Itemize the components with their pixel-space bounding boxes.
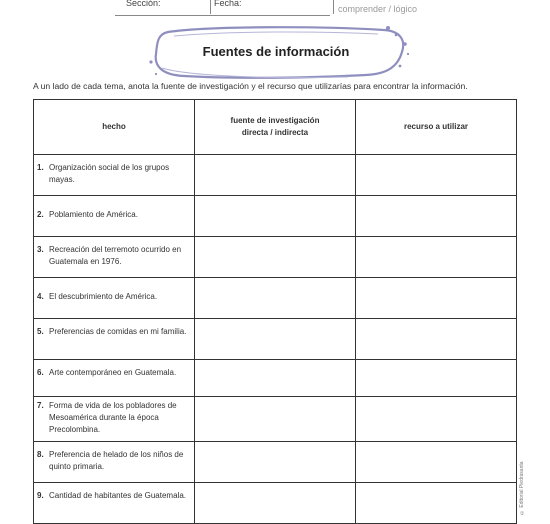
- fact-text: Cantidad de habitantes de Guatemala.: [49, 491, 186, 500]
- resource-answer-cell[interactable]: [356, 397, 517, 442]
- instructions-text: A un lado de cada tema, anota la fuente de investigación y el recurso que utilizarías para encontrar la información.: [33, 81, 468, 91]
- fact-cell: [34, 155, 195, 196]
- fact-cell: [34, 442, 195, 483]
- source-answer-cell[interactable]: [195, 196, 356, 237]
- header-divider: [333, 0, 334, 14]
- header-divider: [210, 0, 211, 14]
- fact-text: El descubrimiento de América.: [49, 292, 158, 301]
- header-recurso: recurso a utilizar: [356, 100, 517, 155]
- resource-answer-cell[interactable]: [356, 196, 517, 237]
- copyright-text: © Editorial Piedrasanta: [519, 461, 525, 515]
- row-number: 4.: [37, 292, 44, 301]
- resource-answer-cell[interactable]: [356, 442, 517, 483]
- row-number: 9.: [37, 491, 44, 500]
- source-answer-cell[interactable]: [195, 442, 356, 483]
- resource-answer-cell[interactable]: [356, 155, 517, 196]
- fact-text: Forma de vida de los pobladores de Mesoamérica durante la época Precolombina.: [49, 401, 177, 434]
- row-number: 3.: [37, 245, 44, 254]
- section-label: Sección:: [126, 0, 161, 8]
- row-number: 7.: [37, 401, 44, 410]
- source-answer-cell[interactable]: [195, 397, 356, 442]
- fact-cell: [34, 237, 195, 278]
- resource-answer-cell[interactable]: [356, 278, 517, 319]
- source-answer-cell[interactable]: [195, 483, 356, 524]
- fact-cell: [34, 483, 195, 524]
- table-row: [34, 319, 517, 360]
- fact-text: Recreación del terremoto ocurrido en Guatemala en 1976.: [49, 245, 182, 266]
- fact-cell: [34, 397, 195, 442]
- skill-text: comprender / lógico: [338, 4, 418, 14]
- header-strip: [0, 0, 550, 16]
- source-answer-cell[interactable]: [195, 278, 356, 319]
- row-number: 8.: [37, 450, 44, 459]
- fact-text: Poblamiento de América.: [49, 210, 138, 219]
- table-row: [34, 397, 517, 442]
- row-number: 1.: [37, 163, 44, 172]
- table-row: [34, 360, 517, 397]
- fact-text: Preferencia de helado de los niños de quinto primaria.: [49, 450, 184, 471]
- facts-table: [33, 99, 517, 524]
- fact-cell: [34, 196, 195, 237]
- fact-cell: [34, 319, 195, 360]
- header-hecho: hecho: [34, 100, 195, 155]
- table-row: [34, 196, 517, 237]
- fact-text: Arte contemporáneo en Guatemala.: [49, 368, 177, 377]
- header-underline: [115, 15, 330, 16]
- row-number: 6.: [37, 368, 44, 377]
- table-row: [34, 237, 517, 278]
- resource-answer-cell[interactable]: [356, 237, 517, 278]
- row-number: 5.: [37, 327, 44, 336]
- table-row: [34, 442, 517, 483]
- resource-answer-cell[interactable]: [356, 360, 517, 397]
- table-row: [34, 483, 517, 524]
- resource-answer-cell[interactable]: [356, 483, 517, 524]
- source-answer-cell[interactable]: [195, 237, 356, 278]
- row-number: 2.: [37, 210, 44, 219]
- header-fuente-label: fuente de investigación directa / indirecta: [230, 116, 320, 137]
- date-label: Fecha:: [214, 0, 242, 8]
- source-answer-cell[interactable]: [195, 360, 356, 397]
- table-row: [34, 155, 517, 196]
- fact-cell: [34, 278, 195, 319]
- fact-text: Preferencias de comidas en mi familia.: [49, 327, 187, 336]
- page-title: Fuentes de información: [202, 44, 350, 59]
- resource-answer-cell[interactable]: [356, 319, 517, 360]
- source-answer-cell[interactable]: [195, 319, 356, 360]
- table-header-row: [34, 100, 517, 155]
- title-banner: [148, 24, 413, 82]
- fact-cell: [34, 360, 195, 397]
- table-row: [34, 278, 517, 319]
- source-answer-cell[interactable]: [195, 155, 356, 196]
- header-fuente: [195, 100, 356, 155]
- fact-text: Organización social de los grupos mayas.: [49, 163, 170, 184]
